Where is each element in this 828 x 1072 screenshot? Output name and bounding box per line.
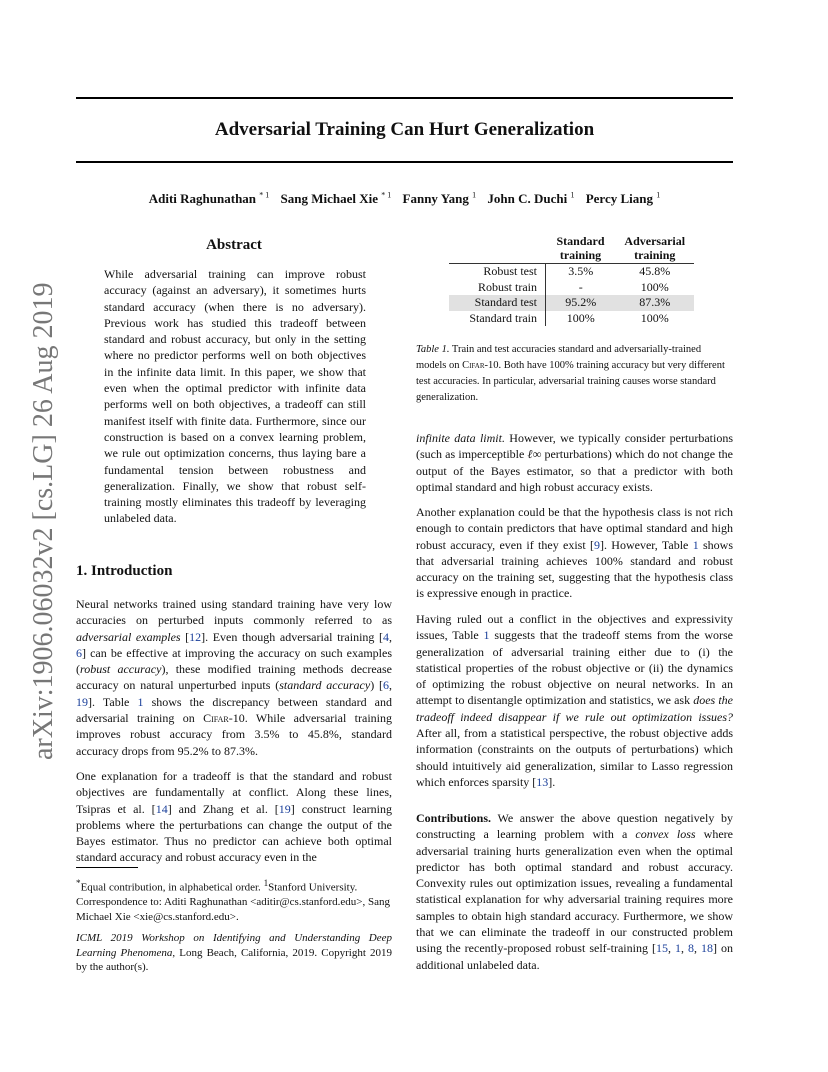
footnote: *Equal contribution, in alphabetical order. $^1$Stanford University. Correspondence to: Aditi Raghunathan <aditir@cs.stanford.edu>, Sang Michael Xie <xie@cs.stanford.edu>.	[76, 878, 390, 923]
author: Percy Liang $^1$	[585, 191, 661, 207]
citation-link[interactable]: 6	[383, 678, 390, 693]
abstract-heading: Abstract	[206, 237, 262, 253]
table-caption: Table 1. Train and test accuracies standard and adversarially-trained models on Cifar-10. Both have 100% training accuracy but very different test accuracies. In particular, adversarial training causes worse standard generalization.	[416, 344, 725, 403]
intro-paragraph-2-continued: infinite data limit. However, we typically consider perturbations (such as imperceptible ℓ∞ perturbations) which do not change the output of the Bayes estimator, so that a predictor with both optimal standard and high robust accuracy exists.	[416, 431, 733, 494]
table-corner	[449, 234, 546, 264]
citation-link[interactable]: 19	[278, 801, 291, 816]
table-row: Robust test 3.5% 45.8%	[449, 264, 694, 280]
citation-link[interactable]: 14	[155, 801, 168, 816]
citation-link[interactable]: 19	[76, 694, 88, 709]
title-rule	[76, 161, 733, 163]
section-heading: 1. Introduction	[76, 563, 173, 579]
footnote-rule	[76, 867, 138, 868]
citation-link[interactable]: 6	[76, 645, 82, 660]
table-row: Standard train 100% 100%	[449, 311, 694, 327]
venue-note: ICML 2019 Workshop on Identifying and Understanding Deep Learning Phenomena, Long Beach, California, 2019. Copyright 2019 by the author(s).	[76, 932, 392, 973]
table-col-header: Adversarial training	[624, 234, 686, 262]
table-row-highlighted: Standard test 95.2% 87.3%	[449, 295, 694, 311]
author: Fanny Yang $^1$	[402, 191, 477, 207]
abstract-text: While adversarial training can improve robust accuracy (against an adversary), it sometimes hurts standard accuracy (when there is no adversary). Previous work has studied this tradeoff between standard and robust accuracy, but only in the setting where no predictor performs well on both objectives in the infinite data limit. In this paper, we show that even when the optimal predictor with infinite data performs well on both objectives, a tradeoff can still manifest itself with finite data. Furthermore, since our construction is based on a convex learning problem, we rule out optimization concerns, thus laying bare a fundamental tension between robustness and generalization. Finally, we show that robust self-training mostly eliminates this tradeoff by leveraging unlabeled data.	[104, 267, 366, 526]
citation-link[interactable]: 18	[701, 941, 714, 956]
author: Sang Michael Xie $^{* 1}$	[280, 191, 392, 207]
citation-link[interactable]: 13	[536, 774, 549, 789]
author: Aditi Raghunathan $^{* 1}$	[148, 191, 270, 207]
paper-title: Adversarial Training Can Hurt Generalization	[214, 119, 595, 140]
citation-link[interactable]: 4	[382, 629, 389, 644]
author-list	[76, 191, 733, 207]
citation-link[interactable]: 15	[655, 941, 668, 956]
citation-link[interactable]: 8	[688, 941, 695, 956]
arxiv-stamp: arXiv:1906.06032v2 [cs.LG] 26 Aug 2019	[28, 282, 59, 760]
table-row: Robust train - 100%	[449, 280, 694, 296]
table-reference-link[interactable]: 1	[137, 694, 144, 709]
results-table	[449, 234, 694, 326]
table-reference-link[interactable]: 1	[692, 537, 699, 552]
citation-link[interactable]: 1	[675, 941, 681, 956]
citation-link[interactable]: 12	[189, 629, 202, 644]
intro-paragraph-3: Another explanation could be that the hypothesis class is not rich enough to contain predictors that have optimal standard and high robust accuracy, even if they exist [9]. However, Table 1 shows that adversarial training achieves 100% standard and robust accuracy on the training set, suggesting that the hypothesis class is expressive enough in practice.	[416, 505, 733, 601]
author: John C. Duchi $^1$	[487, 191, 575, 207]
citation-link[interactable]: 9	[594, 537, 600, 552]
intro-paragraph-1: Neural networks trained using standard training have very low accuracies on perturbed inputs commonly referred to as adversarial examples [12]. Even though adversarial training [4, 6] can be effective at improving the accuracy on such examples (robust accuracy), these modified training methods decrease accuracy on natural unperturbed inputs (standard accuracy) [6, 19]. Table 1 shows the discrepancy between standard and adversarial training on Cifar-10. While adversarial training improves robust accuracy from 3.5% to 45.8%, standard accuracy drops from 95.2% to 87.3%.	[76, 597, 393, 758]
table-col-header: Standard training	[556, 234, 605, 262]
table-reference-link[interactable]: 1	[483, 628, 490, 643]
contributions-paragraph: Contributions. We answer the above question negatively by constructing a learning problem with a convex loss where adversarial training hurts generalization even when the optimal predictor has both optimal standard and robust accuracy. Convexity rules out optimization issues, revealing a fundamental statistical explanation for why adversarial training requires more samples to obtain high standard accuracy. Furthermore, we show that we can eliminate the tradeoff in our constructed problem using the recently-proposed robust self-training [15, 1, 8, 18] on additional unlabeled data.	[416, 811, 734, 972]
top-rule	[76, 97, 733, 99]
intro-paragraph-2: One explanation for a tradeoff is that the standard and robust objectives are fundamentally at conflict. Along these lines, Tsipras et al. [14] and Zhang et al. [19] construct learning problems where the perturbations can change the output of the Bayes estimator. Thus no predictor can achieve both optimal standard accuracy and robust accuracy even in the	[76, 769, 392, 865]
intro-paragraph-4: Having ruled out a conflict in the objectives and expressivity issues, Table 1 suggests that the tradeoff stems from the worse generalization of adversarial training either due to (i) the statistical properties of the robust objective or (ii) the dynamics of optimizing the robust objective on neural networks. In an attempt to disentangle optimization and statistics, we ask does the tradeoff indeed disappear if we rule out optimization issues? After all, from a statistical perspective, the robust objective adds information (constraints on the outputs of perturbations) which should intuitively aid generalization, similar to Lasso regression which enforces sparsity [13].	[416, 612, 734, 789]
